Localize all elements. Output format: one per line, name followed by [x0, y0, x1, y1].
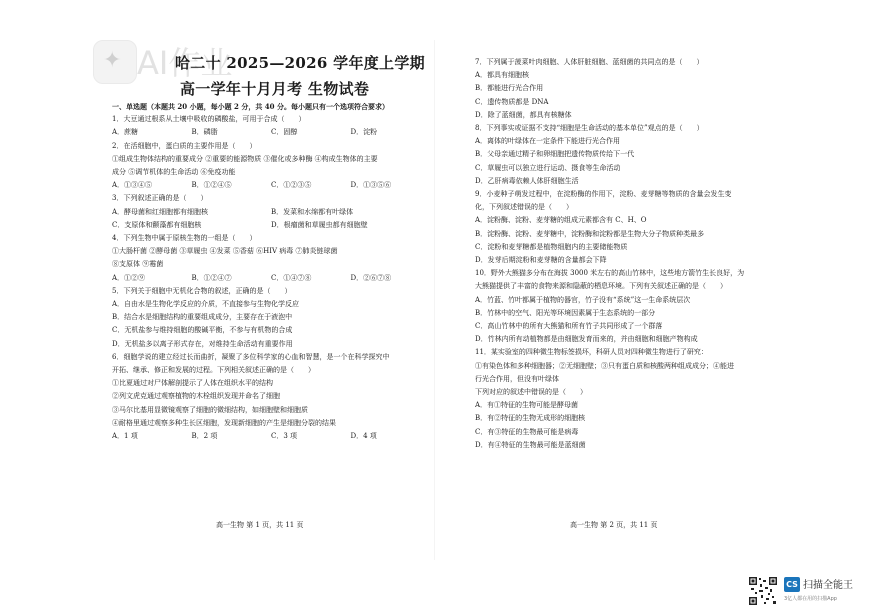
q5-option-c: C．无机盐参与维持细胞的酸碱平衡，不参与有机物的合成 [112, 326, 293, 335]
q6-statement-4: ④耐格里通过观察多种生长区细胞，发现新细胞的产生是细胞分裂的结果 [112, 418, 336, 427]
scanner-app-name: 扫描全能王 [803, 580, 853, 591]
q4-option-d: D．②⑥⑦⑧ [350, 273, 392, 282]
q1-option-d: D．淀粉 [350, 128, 378, 137]
sparkle-icon: ✦ [103, 48, 122, 73]
q7-option-b: B．都能进行光合作用 [475, 84, 544, 93]
section-heading: 一、单选题（本题共 20 小题，每小题 2 分，共 40 分。每小题只有一个选项符合要求） [112, 102, 389, 111]
q3-options-row1 [112, 206, 430, 219]
q11-stem-line4: 下列对应的叙述中错误的是（ ） [475, 388, 587, 397]
q6-statement-3: ③马尔比基用显微镜观察了细胞的微细结构，如细胞壁和细胞质 [112, 405, 308, 414]
q11-option-a: A．有①特征的生物可能是酵母菌 [475, 401, 579, 410]
q3-option-c: C．支原体和颤藻都有细胞核 [112, 220, 202, 229]
q6-stem: 6．细胞学说的建立经过长而曲折，凝聚了多位科学家的心血和智慧，是一个在科学探究中 [112, 352, 390, 361]
q11-stem-line3: 行光合作用，但没有叶绿体 [475, 374, 559, 383]
q3-option-a: A．酵母菌和红细胞都有细胞核 [112, 207, 209, 216]
q2-stem: 2．在活细胞中，蛋白质的主要作用是（ ） [112, 141, 257, 150]
q2-option-d: D．①③⑤⑥ [350, 181, 392, 190]
q11-option-b: B．有②特征的生物无成形的细胞核 [475, 414, 586, 423]
q7-option-c: C．遗传物质都是 DNA [475, 97, 549, 106]
q4-option-c: C．①④⑦⑧ [271, 273, 312, 282]
q8-option-b: B．父母亲通过精子和卵细胞把遗传物质传给下一代 [475, 150, 635, 159]
q1-option-b: B．磷脂 [191, 128, 218, 137]
q7-stem: 7．下列属于菠菜叶肉细胞、人体肝脏细胞、蓝细菌的共同点的是（ ） [475, 58, 704, 66]
q6-stem-line2: 开拓、继承、修正和发展的过程。下列相关叙述正确的是（ ） [112, 366, 315, 375]
q2-stem-line2: ①组成生物体结构的重要成分 ②重要的能源物质 ③催化或多种酶 ④构成生物体的主要 [112, 154, 378, 163]
q4-list-line1: ①大肠杆菌 ②酵母菌 ③草履虫 ④发菜 ⑤香菇 ⑥HIV 病毒 ⑦肺炎链球菌 [112, 247, 338, 256]
q5-option-b: B．结合水是细胞结构的重要组成成分，主要存在于液泡中 [112, 313, 293, 322]
watermark-text: AI作业 [137, 44, 233, 82]
q2-stem-line3: 成分 ⑤调节机体的生命活动 ⑥免疫功能 [112, 168, 236, 177]
q6-option-a: A．1 项 [112, 432, 138, 441]
q10-stem: 10．野外大熊猫多分布在海拔 3000 米左右的高山竹林中，这些地方箭竹生长良好，为 [475, 269, 745, 278]
q10-option-c: C．高山竹林中的所有大熊猫和所有竹子共同形成了一个群落 [475, 322, 663, 331]
q3-stem: 3．下列叙述正确的是（ ） [112, 194, 208, 203]
q8-option-a: A．离体的叶绿体在一定条件下能进行光合作用 [475, 137, 621, 146]
page2-footer: 高一生物 第 2 页，共 11 页 [570, 521, 658, 529]
exam-title-line1: 哈二十 2025—2026 学年度上学期 [175, 54, 425, 72]
q6-statement-2: ②列文虎克通过观察植物的木栓组织发现并命名了细胞 [112, 392, 280, 401]
q5-option-d: D．无机盐多以离子形式存在，对维持生命活动有重要作用 [112, 339, 293, 348]
q4-stem: 4．下列生物中属于原核生物的一组是（ ） [112, 234, 257, 243]
page1-footer: 高一生物 第 1 页，共 11 页 [216, 521, 304, 529]
q2-options [112, 179, 430, 192]
q3-options-row2 [112, 219, 430, 232]
q1-option-c: C．固醇 [271, 128, 298, 137]
camscanner-logo-icon: CS [784, 577, 800, 592]
q4-options [112, 272, 430, 285]
q11-stem-line2: ①有染色体和多种细胞器；②无细胞壁；③只有蛋白质和核酸两种组成成分；④能进 [475, 361, 734, 370]
q9-stem: 9．小麦种子萌发过程中，在淀粉酶的作用下，淀粉、麦芽糖等物质的含量会发生变 [475, 190, 732, 199]
q2-option-a: A．①③④⑤ [112, 181, 153, 190]
q11-option-d: D．有④特征的生物最可能是蓝细菌 [475, 440, 586, 449]
scanner-app-tagline: 3亿人都在用的扫描App [784, 596, 837, 602]
q1-stem: 1．大豆通过根系从土壤中吸收的磷酸盐，可用于合成（ ） [112, 115, 306, 124]
q1-option-a: A．蔗糖 [112, 128, 139, 137]
q8-option-c: C．草履虫可以独立进行运动、摄食等生命活动 [475, 163, 621, 172]
q6-statement-1: ①比夏通过对尸体解剖提示了人体在组织水平的结构 [112, 379, 273, 388]
q7-option-d: D．除了蓝细菌，都具有核糖体 [475, 110, 572, 119]
page1-questions [112, 100, 430, 443]
q7-option-a: A．都具有细胞核 [475, 71, 530, 80]
exam-title-line2: 高一学年十月月考 生物试卷 [180, 80, 370, 98]
q9-option-a: A．淀粉酶、淀粉、麦芽糖的组成元素都含有 C、H、O [475, 216, 647, 225]
q10-option-b: B．竹林中的空气、阳光等环境因素属于生态系统的一部分 [475, 308, 656, 317]
q6-option-d: D．4 项 [350, 432, 377, 441]
q4-list-line2: ⑧支原体 ⑨霉菌 [112, 260, 164, 269]
q2-option-b: B．①②④⑤ [191, 181, 232, 190]
q11-stem: 11．某实验室的四种微生物标签损坏，科研人员对四种微生物进行了研究： [475, 348, 708, 357]
q1-options [112, 126, 430, 139]
q10-option-a: A．竹蓝、竹叶都属于植物的器官，竹子没有“系统”这一生命系统层次 [475, 295, 691, 304]
q9-option-c: C．淀粉和麦芽糖都是植物细胞内的主要储能物质 [475, 242, 628, 251]
q8-stem: 8．下列事实或证据不支持“细胞是生命活动的基本单位”观点的是（ ） [475, 124, 704, 133]
qr-code-icon [748, 576, 778, 606]
q11-option-c: C．有③特征的生物最可能是病毒 [475, 427, 579, 436]
q8-option-d: D．乙肝病毒依赖人体肝细胞生活 [475, 176, 579, 185]
exam-page-2 [435, 0, 870, 614]
q9-option-d: D．发芽后期淀粉和麦芽糖的含量都会下降 [475, 256, 607, 265]
q3-option-d: D．根瘤菌和草履虫都有细胞壁 [271, 220, 368, 229]
q4-option-b: B．①②④⑦ [191, 273, 232, 282]
q6-options [112, 430, 430, 443]
q2-option-c: C．①②③⑤ [271, 181, 312, 190]
page2-questions [475, 56, 800, 452]
q6-option-b: B．2 项 [191, 432, 218, 441]
q10-stem-line2: 大熊猫提供了丰富的食物来源和隐蔽的栖息环境。下列有关叙述正确的是（ ） [475, 282, 727, 291]
q5-option-a: A．自由水是生物化学反应的介质，不直接参与生物化学反应 [112, 300, 300, 309]
q6-option-c: C．3 项 [271, 432, 298, 441]
q4-option-a: A．①②⑨ [112, 273, 146, 282]
q10-option-d: D．竹林内所有动植物都是由细胞发育而来的，并由细胞和细胞产物构成 [475, 335, 698, 344]
q9-option-b: B．淀粉酶、淀粉、麦芽糖中，淀粉酶和淀粉都是生物大分子物质种类最多 [475, 229, 705, 238]
q5-stem: 5．下列关于细胞中无机化合物的叙述，正确的是（ ） [112, 286, 292, 295]
q9-stem-line2: 化，下列叙述错误的是（ ） [475, 203, 573, 212]
q3-option-b: B．发菜和水绵都有叶绿体 [271, 207, 354, 216]
